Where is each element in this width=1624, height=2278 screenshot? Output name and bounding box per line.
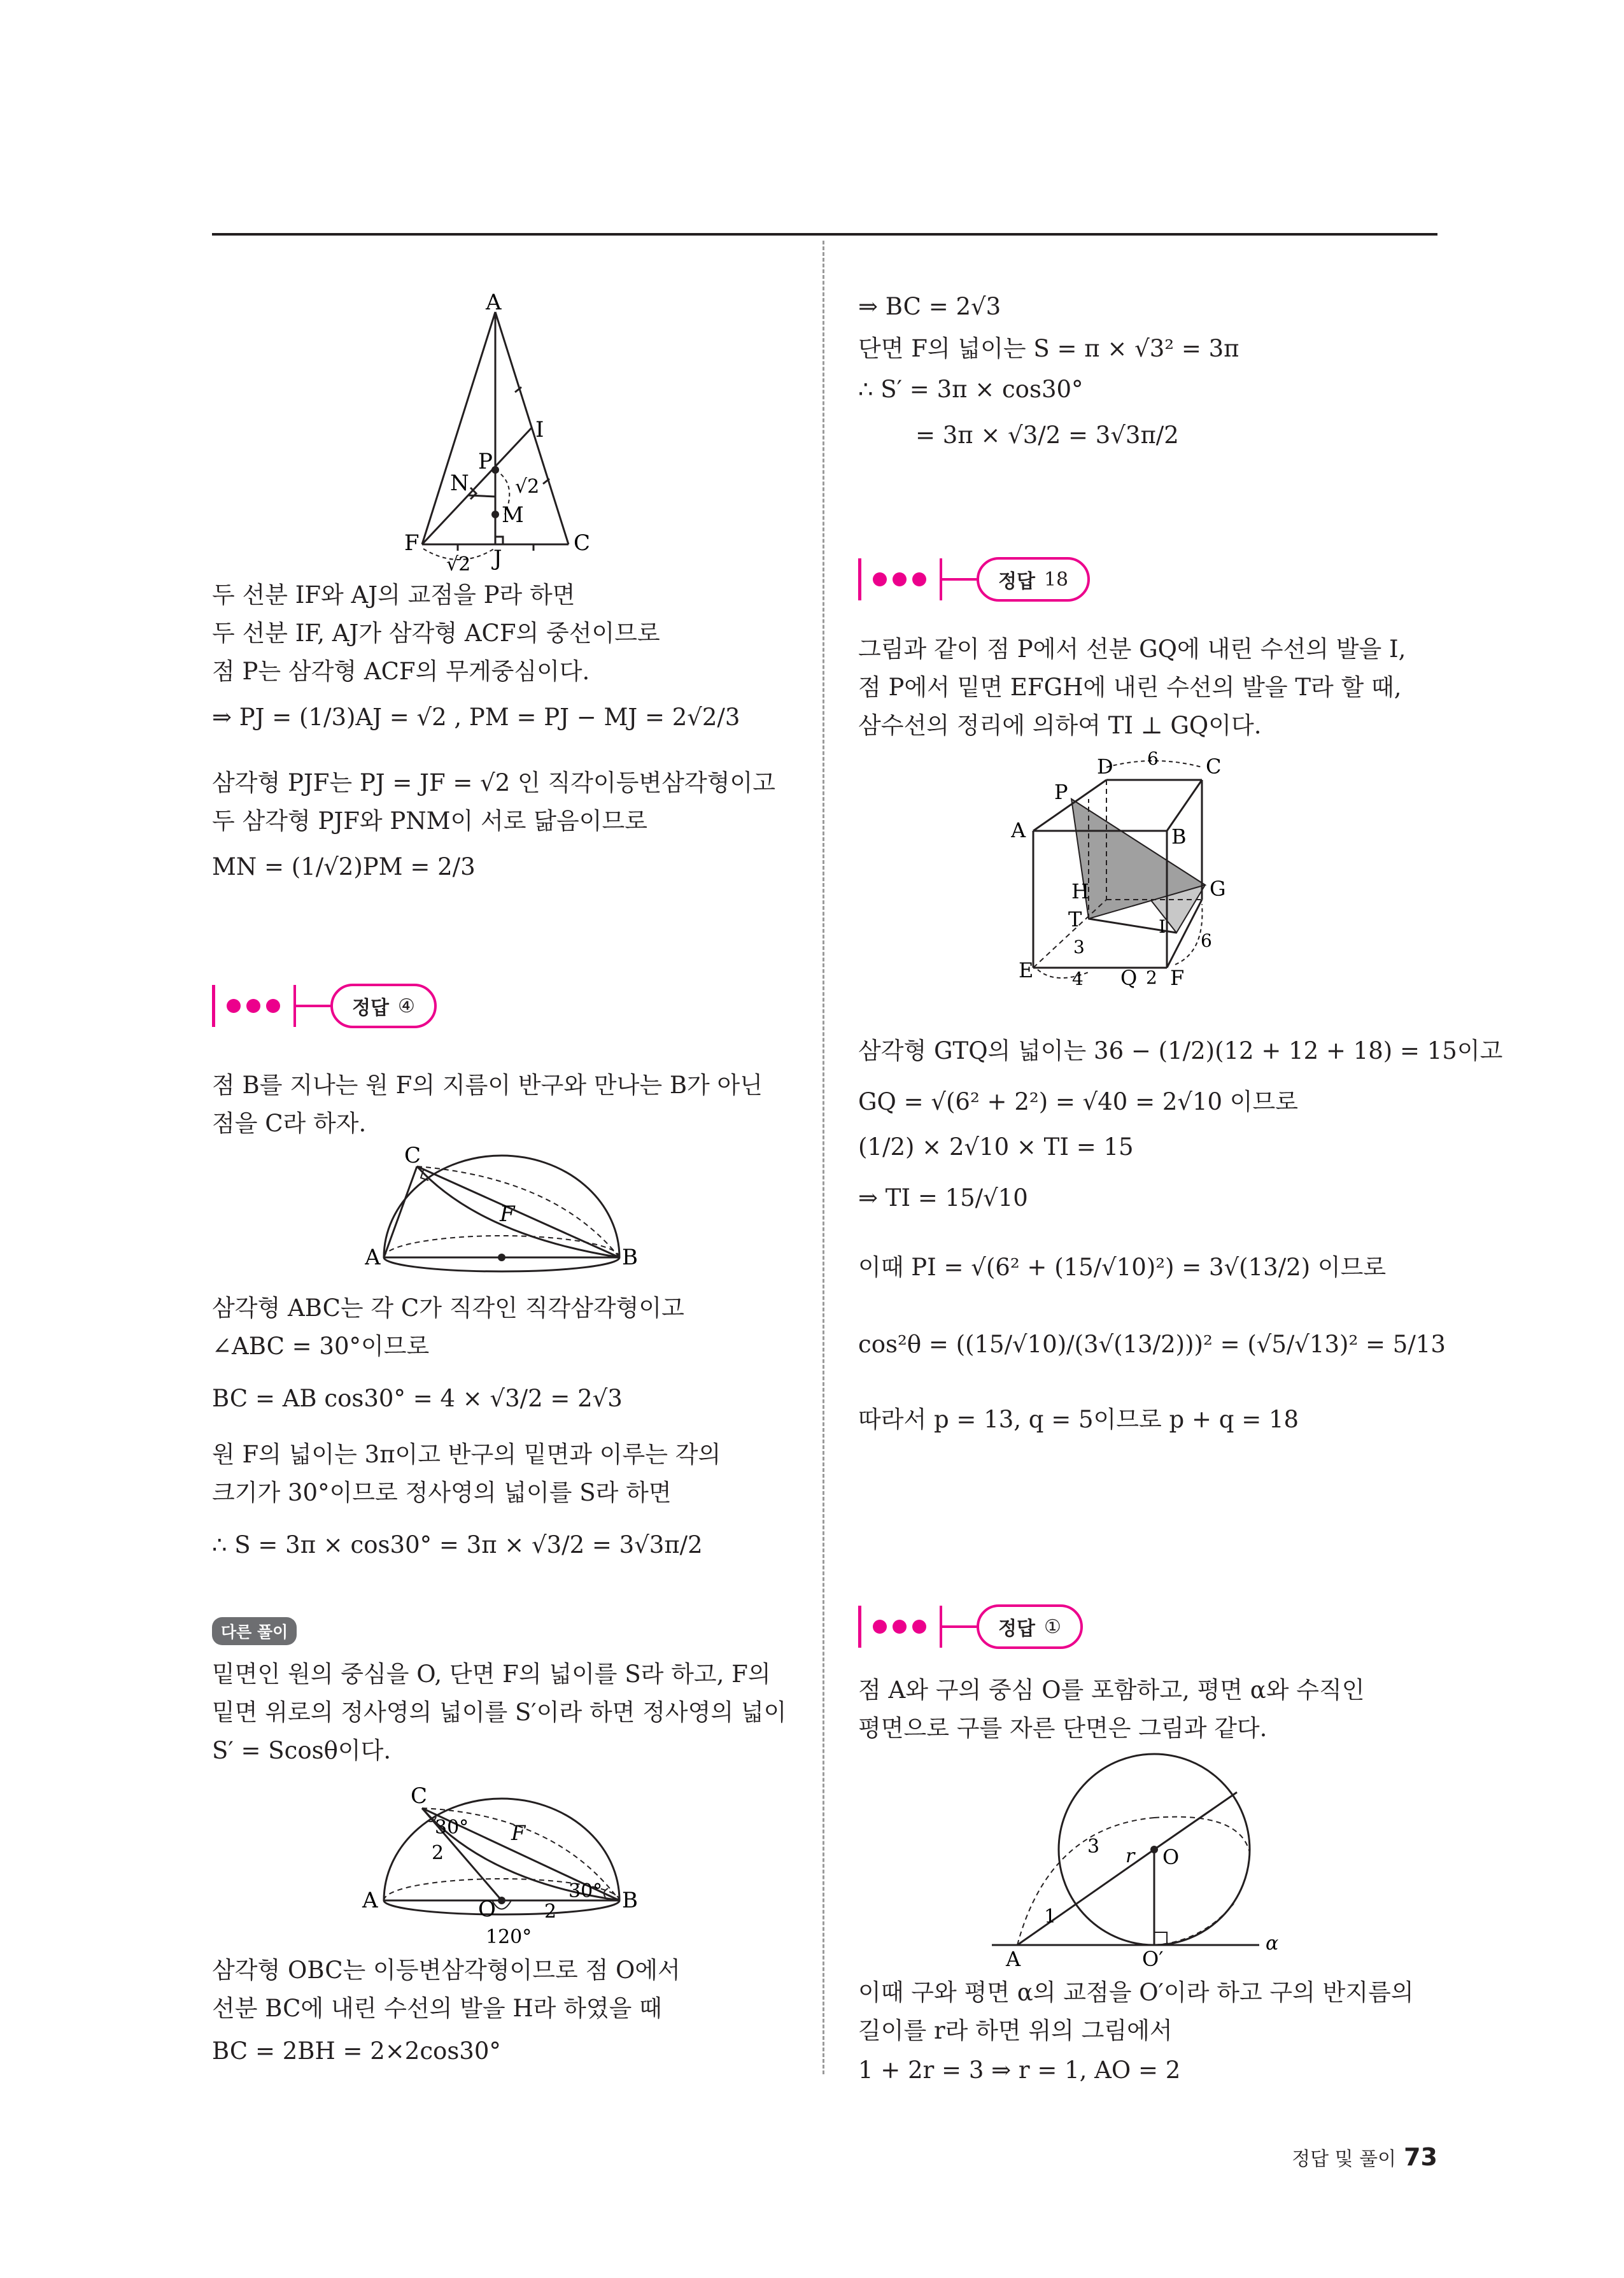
answer-pill	[330, 984, 437, 1028]
fig4-label-i: I	[1159, 916, 1166, 937]
eq-s-prime-value: = 3π × √3/2 = 3√3π/2	[915, 421, 1179, 449]
p11-line2: 평면으로 구를 자른 단면은 그림과 같다.	[858, 1715, 1267, 1742]
p6-line1: 밑면인 원의 중심을 O, 단면 F의 넓이를 S라 하고, F의	[212, 1660, 771, 1688]
p8-line1: 단면 F의 넓이는 S = π × √3² = 3π	[858, 335, 1239, 362]
p10-line1: 따라서 p = 13, q = 5이므로 p + q = 18	[858, 1406, 1299, 1433]
fig4-label-d: D	[1097, 754, 1113, 779]
answer-value: 18	[1043, 568, 1069, 591]
fig3-label-30-top: 30°	[435, 1816, 469, 1839]
p2-line2: 두 삼각형 PJF와 PNM이 서로 닮음이므로	[212, 807, 648, 835]
fig4-label-6-side: 6	[1201, 930, 1212, 951]
cube-figure	[1011, 748, 1304, 1003]
p9-line2: 점 P에서 밑면 EFGH에 내린 수선의 발을 T라 할 때,	[858, 674, 1402, 701]
fig5-label-1: 1	[1044, 1906, 1057, 1928]
fig3-label-2-left: 2	[432, 1842, 444, 1864]
fig4-label-g: G	[1210, 877, 1226, 901]
p5-line2: 크기가 30°이므로 정사영의 넓이를 S라 하면	[212, 1479, 672, 1506]
eq-gtq-area: 삼각형 GTQ의 넓이는 36 − (1/2)(12 + 12 + 18) = 15이고	[858, 1037, 1503, 1065]
p2-line1: 삼각형 PJF는 PJ = JF = √2 인 직각이등변삼각형이고	[212, 769, 775, 796]
fig4-label-e: E	[1019, 958, 1034, 982]
p12-line1: 이때 구와 평면 α의 교점을 O′이라 하고 구의 반지름의	[858, 1979, 1414, 2006]
badge-connector	[942, 578, 977, 581]
answer-pill	[977, 1604, 1083, 1649]
fig5-label-o: O	[1162, 1845, 1180, 1869]
top-rule	[212, 233, 1437, 236]
fig4-label-f: F	[1170, 966, 1185, 990]
badge-dot	[266, 999, 280, 1013]
fig2-label-a: A	[365, 1245, 381, 1270]
eq-bc: BC = AB cos30° = 4 × √3/2 = 2√3	[212, 1385, 623, 1412]
answer-pill	[977, 557, 1090, 602]
badge-dot	[873, 1620, 887, 1634]
column-divider	[823, 241, 824, 2074]
page-footer	[1273, 2143, 1437, 2171]
eq-ti: ⇒ TI = 15/√10	[858, 1184, 1028, 1212]
eq-bc-bh: BC = 2BH = 2×2cos30°	[212, 2037, 501, 2065]
fig5-label-r: r	[1126, 1845, 1135, 1867]
fig5-label-alpha: α	[1266, 1932, 1279, 1955]
fig5-label-o-prime: O′	[1142, 1947, 1164, 1967]
fig4-label-6-top: 6	[1147, 748, 1159, 769]
fig5-label-3: 3	[1087, 1836, 1100, 1858]
p1-line2: 두 선분 IF, AJ가 삼각형 ACF의 중선이므로	[212, 619, 660, 647]
fig1-label-n: N	[450, 470, 469, 496]
fig4-label-c: C	[1206, 754, 1222, 779]
badge-dot	[227, 999, 241, 1013]
eq-gq: GQ = √(6² + 2²) = √40 = 2√10 이므로	[858, 1088, 1299, 1115]
fig4-label-2: 2	[1146, 967, 1157, 988]
hemisphere-angle-figure	[358, 1770, 664, 1948]
answer-badge-18	[858, 554, 1090, 605]
fig4-label-4: 4	[1072, 968, 1084, 989]
fig4-label-h: H	[1071, 879, 1089, 903]
fig4-label-t: T	[1068, 907, 1082, 931]
eq-cos2theta: cos²θ = ((15/√10)/(3√(13/2)))² = (√5/√13)² = 5/13	[858, 1331, 1446, 1358]
badge-dot	[246, 999, 260, 1013]
p4-line2: ∠ABC = 30°이므로	[212, 1333, 430, 1360]
badge-connector	[942, 1625, 977, 1628]
fig1-label-a: A	[486, 293, 502, 315]
p6-line2: 밑면 위로의 정사영의 넓이를 S′이라 하면 정사영의 넓이	[212, 1699, 787, 1726]
badge-bar	[858, 1606, 861, 1648]
fig2-label-b: B	[622, 1245, 638, 1270]
answer-label: 정답	[998, 1618, 1035, 1640]
fig3-label-b: B	[622, 1888, 638, 1913]
p7-line1: 삼각형 OBC는 이등변삼각형이므로 점 O에서	[212, 1956, 681, 1984]
alternate-solution-tag: 다른 풀이	[212, 1617, 297, 1645]
fig1-label-c: C	[574, 530, 591, 556]
fig2-label-f: F	[500, 1201, 515, 1227]
fig1-label-sqrt2-side: √2	[515, 476, 540, 498]
eq-bc-result: ⇒ BC = 2√3	[858, 293, 1001, 320]
fig4-label-b: B	[1171, 824, 1187, 849]
fig3-label-30-right: 30°	[568, 1880, 603, 1902]
answer-badge-1	[858, 1601, 1083, 1652]
fig3-label-120: 120°	[486, 1926, 532, 1948]
footer-label: 정답 및 풀이	[1292, 2148, 1397, 2170]
answer-badge-4	[212, 980, 437, 1031]
p4-line1: 삼각형 ABC는 각 C가 직각인 직각삼각형이고	[212, 1294, 684, 1322]
fig1-label-p: P	[478, 449, 493, 474]
fig3-label-a: A	[362, 1888, 378, 1913]
page-number: 73	[1404, 2143, 1437, 2171]
fig3-label-2-bottom: 2	[544, 1900, 557, 1923]
badge-connector	[296, 1005, 330, 1007]
fig4-label-q: Q	[1120, 966, 1138, 990]
eq-s: ∴ S = 3π × cos30° = 3π × √3/2 = 3√3π/2	[212, 1531, 703, 1559]
p1-line1: 두 선분 IF와 AJ의 교점을 P라 하면	[212, 581, 575, 609]
badge-dot	[912, 572, 926, 586]
badge-bar	[858, 558, 861, 600]
sphere-section-figure	[992, 1751, 1323, 1967]
fig5-label-a: A	[1006, 1947, 1021, 1967]
answer-value: ①	[1043, 1615, 1061, 1638]
fig3-label-c: C	[411, 1783, 428, 1809]
answer-value: ④	[397, 994, 415, 1017]
eq-pj-pm: ⇒ PJ = (1/3)AJ = √2 , PM = PJ − MJ = 2√2/3	[212, 704, 740, 731]
fig1-label-j: J	[493, 546, 502, 571]
answer-label: 정답	[352, 997, 389, 1019]
eq-pi: 이때 PI = √(6² + (15/√10)²) = 3√(13/2) 이므로	[858, 1254, 1387, 1281]
p3-line1: 점 B를 지나는 원 F의 지름이 반구와 만나는 B가 아닌	[212, 1072, 763, 1099]
fig2-label-c: C	[404, 1146, 421, 1168]
fig1-label-f: F	[404, 530, 420, 556]
eq-mn: MN = (1/√2)PM = 2/3	[212, 853, 476, 881]
fig4-label-3: 3	[1073, 937, 1085, 958]
fig1-label-sqrt2-bottom: √2	[446, 553, 471, 573]
p3-line2: 점을 C라 하자.	[212, 1110, 367, 1137]
fig1-label-m: M	[502, 502, 524, 528]
p7-line2: 선분 BC에 내린 수선의 발을 H라 하였을 때	[212, 1995, 662, 2022]
fig1-label-i: I	[535, 417, 544, 442]
p6-line3: S′ = Scosθ이다.	[212, 1737, 392, 1764]
eq-s-prime: ∴ S′ = 3π × cos30°	[858, 376, 1084, 403]
p9-line1: 그림과 같이 점 P에서 선분 GQ에 내린 수선의 발을 I,	[858, 635, 1406, 663]
p11-line1: 점 A와 구의 중심 O를 포함하고, 평면 α와 수직인	[858, 1676, 1365, 1704]
answer-label: 정답	[998, 570, 1035, 593]
p12-line2: 길이를 r라 하면 위의 그림에서	[858, 2017, 1173, 2044]
badge-dot	[873, 572, 887, 586]
hemisphere-figure	[365, 1146, 658, 1286]
eq-ti-area: (1/2) × 2√10 × TI = 15	[858, 1133, 1134, 1161]
p1-line3: 점 P는 삼각형 ACF의 무게중심이다.	[212, 658, 590, 685]
triangle-acf-figure	[403, 293, 632, 573]
badge-dot	[893, 572, 907, 586]
badge-bar	[212, 985, 215, 1027]
fig4-label-a: A	[1011, 818, 1026, 842]
badge-dot	[893, 1620, 907, 1634]
p9-line3: 삼수선의 정리에 의하여 TI ⊥ GQ이다.	[858, 712, 1262, 739]
fig3-label-o: O	[478, 1897, 496, 1922]
eq-r-ao: 1 + 2r = 3 ⇒ r = 1, AO = 2	[858, 2056, 1181, 2084]
fig3-label-f: F	[511, 1821, 526, 1845]
fig4-label-p: P	[1054, 780, 1068, 804]
badge-dot	[912, 1620, 926, 1634]
p5-line1: 원 F의 넓이는 3π이고 반구의 밑면과 이루는 각의	[212, 1441, 721, 1468]
